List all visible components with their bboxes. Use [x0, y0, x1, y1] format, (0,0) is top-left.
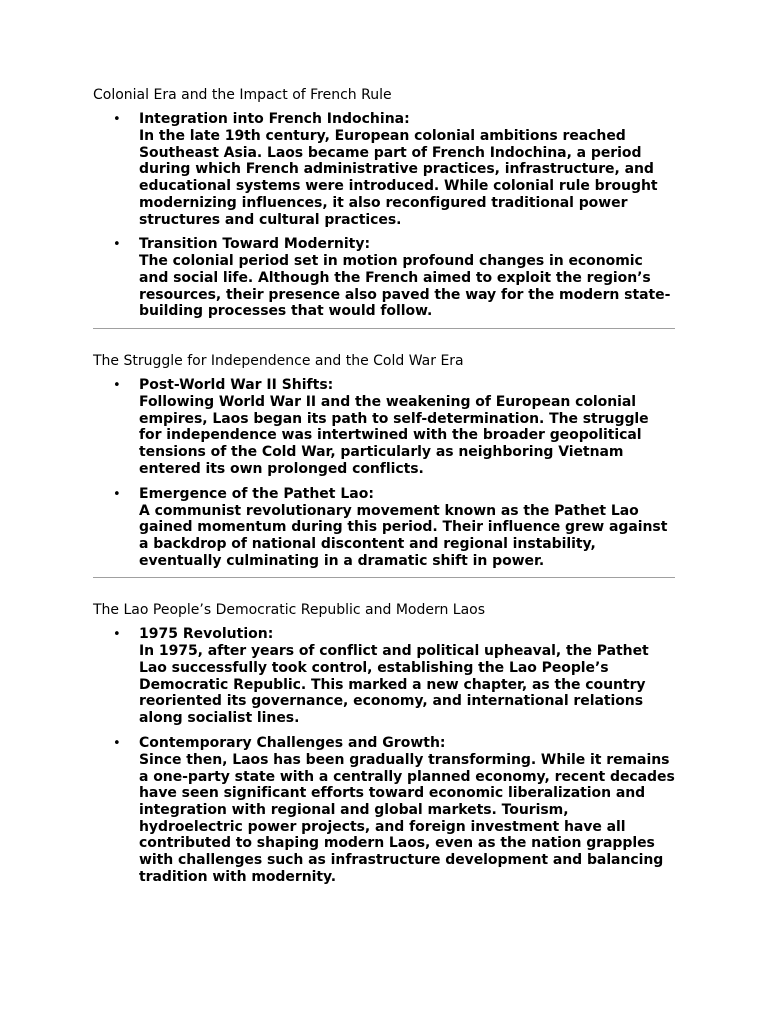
- document-page: [93, 86, 675, 894]
- bullet-list: [93, 626, 675, 885]
- bullet-icon: •: [113, 735, 121, 751]
- bullet-list: [93, 377, 675, 569]
- list-item: [93, 111, 675, 228]
- bullet-icon: •: [113, 486, 121, 502]
- bullet-list: [93, 111, 675, 320]
- section-colonial-era: [93, 86, 675, 320]
- bullet-icon: •: [113, 237, 121, 253]
- item-title: 1975 Revolution:: [139, 626, 274, 643]
- list-item: [93, 377, 675, 478]
- item-title: Emergence of the Pathet Lao:: [139, 485, 374, 502]
- bullet-icon: •: [113, 378, 121, 394]
- section-divider: [93, 328, 675, 329]
- bullet-icon: •: [113, 627, 121, 643]
- section-modern-laos: [93, 601, 675, 885]
- section-heading: The Struggle for Independence and the Cold War Era: [93, 353, 464, 370]
- list-item: [93, 626, 675, 727]
- item-title: Contemporary Challenges and Growth:: [139, 734, 446, 751]
- section-divider: [93, 577, 675, 578]
- list-item: [93, 486, 675, 570]
- item-body: In the late 19th century, European colonial ambitions reached Southeast Asia. Laos became part of French Indochina, a period during which French administrative practices, infrastructure, and educational systems were introduced. While colonial rule brought modernizing influences, it also reconfigured traditional power structures and cultural practices.: [139, 128, 658, 228]
- list-item: [93, 735, 675, 886]
- item-body: Following World War II and the weakening of European colonial empires, Laos began its path to self-determination. The struggle for independence was intertwined with the broader geopolitical tensions of the Cold War, particularly as neighboring Vietnam entered its own prolonged conflicts.: [139, 394, 649, 477]
- section-heading: The Lao People’s Democratic Republic and Modern Laos: [93, 602, 486, 619]
- item-body: In 1975, after years of conflict and political upheaval, the Pathet Lao successfully took control, establishing the Lao People’s Democratic Republic. This marked a new chapter, as the country reoriented its governance, economy, and international relations along socialist lines.: [139, 643, 649, 727]
- item-body: The colonial period set in motion profound changes in economic and social life. Although the French aimed to exploit the region’s resources, their presence also paved the way for the modern state-building processes that would follow.: [139, 253, 671, 320]
- item-title: Transition Toward Modernity:: [139, 236, 371, 253]
- item-title: Post-World War II Shifts:: [139, 377, 334, 394]
- item-body: A communist revolutionary movement known as the Pathet Lao gained momentum during this period. Their influence grew against a backdrop of national discontent and regional instability, eventually culminating in a dramatic shift in power.: [139, 502, 668, 569]
- bullet-icon: •: [113, 112, 121, 127]
- item-title: Integration into French Indochina:: [139, 111, 410, 127]
- section-heading: Colonial Era and the Impact of French Rule: [93, 87, 392, 103]
- section-independence: [93, 352, 675, 569]
- list-item: [93, 236, 675, 320]
- item-body: Since then, Laos has been gradually transforming. While it remains a one-party state with a centrally planned economy, recent decades have seen significant efforts toward economic liberalization and integration with regional and global markets. Tourism, hydroelectric power projects, and foreign investment have all contributed to shaping modern Laos, even as the nation grapples with challenges such as infrastructure development and balancing tradition with modernity.: [139, 751, 675, 885]
